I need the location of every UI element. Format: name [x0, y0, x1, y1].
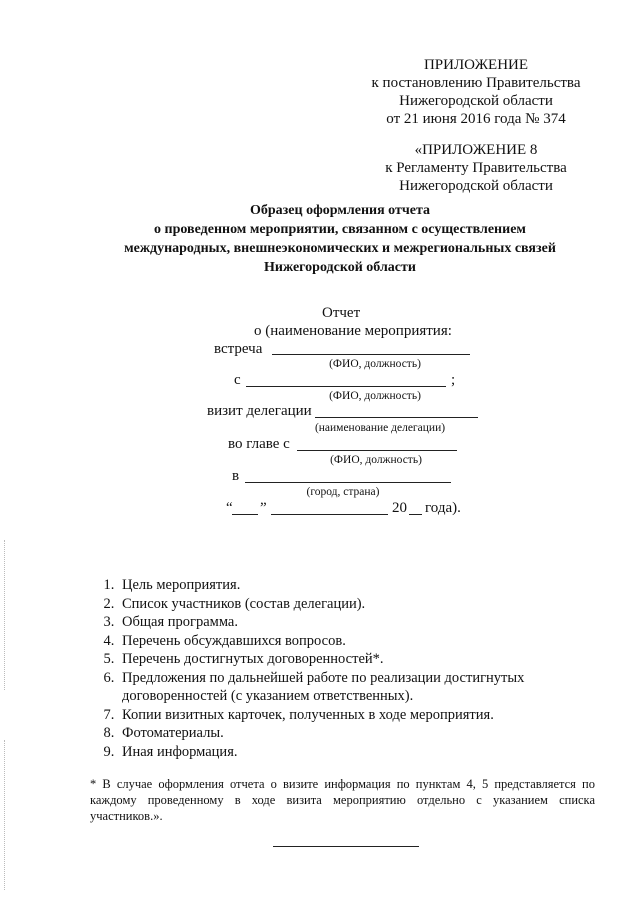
head-label: во главе с	[228, 436, 290, 452]
list-item: 4. Перечень обсуждавшихся вопросов.	[118, 632, 618, 651]
list-item: 7. Копии визитных карточек, полученных в ходе мероприятия.	[118, 706, 618, 725]
in-label: в	[232, 468, 240, 484]
list-item: 9. Иная информация.	[118, 743, 618, 762]
heading-line: о проведенном мероприятии, связанном с осуществлением	[154, 222, 526, 237]
list-item: 5. Перечень достигнутых договоренностей*.	[118, 650, 618, 669]
scan-edge-mark	[4, 540, 5, 690]
caption-fio: (ФИО, должность)	[330, 454, 422, 466]
footnote: * В случае оформления отчета о визите информация по пунктам 4, 5 представляется по каждому проведенному в ходе визита мероприятию отдельно с указанием списка участников.».	[90, 777, 595, 823]
meeting-label: встреча	[214, 341, 263, 357]
heading-line: Нижегородской области	[264, 260, 416, 275]
appendix-title: «ПРИЛОЖЕНИЕ 8	[414, 142, 538, 158]
list-item: 2. Список участников (состав делегации).	[118, 595, 618, 614]
meeting-blank-line	[272, 354, 470, 355]
day-blank-line	[232, 514, 258, 515]
appendix-line: Нижегородской области	[399, 93, 553, 109]
report-items-list	[88, 576, 618, 761]
date-year: 20	[392, 500, 407, 516]
month-blank-line	[271, 514, 388, 515]
list-item: 8. Фотоматериалы.	[118, 724, 618, 743]
date-close-quote: ”	[260, 500, 267, 516]
delegation-label: визит делегации	[207, 403, 312, 419]
scan-edge-mark	[4, 740, 5, 890]
delegation-blank-line	[315, 417, 478, 418]
date-year-suffix: года).	[425, 500, 461, 516]
date-open-quote: “	[226, 500, 233, 516]
appendix-line: от 21 июня 2016 года № 374	[386, 111, 566, 127]
city-blank-line	[245, 482, 451, 483]
with-blank-line	[246, 386, 446, 387]
year-blank-line	[409, 514, 422, 515]
heading-line: международных, внешнеэкономических и межрегиональных связей	[124, 241, 556, 256]
closing-rule	[273, 846, 419, 847]
report-title: Отчет	[322, 305, 361, 321]
appendix-line: к Регламенту Правительства	[385, 160, 567, 176]
appendix-line: Нижегородской области	[399, 178, 553, 194]
caption-city: (город, страна)	[306, 486, 380, 498]
list-item: 6. Предложения по дальнейшей работе по реализации достигнутых договоренностей (с указанием ответственных).	[118, 669, 618, 706]
caption-delegation: (наименование делегации)	[314, 422, 446, 434]
list-item: 3. Общая программа.	[118, 613, 618, 632]
head-blank-line	[297, 450, 457, 451]
heading-line: Образец оформления отчета	[249, 203, 431, 218]
with-label: с	[234, 372, 241, 388]
caption-fio: (ФИО, должность)	[329, 390, 421, 402]
appendix-title: ПРИЛОЖЕНИЕ	[423, 57, 529, 73]
list-item: 1. Цель мероприятия.	[118, 576, 618, 595]
semicolon: ;	[451, 372, 456, 388]
event-name-label: о (наименование мероприятия:	[254, 323, 452, 339]
caption-fio: (ФИО, должность)	[329, 358, 421, 370]
appendix-line: к постановлению Правительства	[371, 75, 581, 91]
